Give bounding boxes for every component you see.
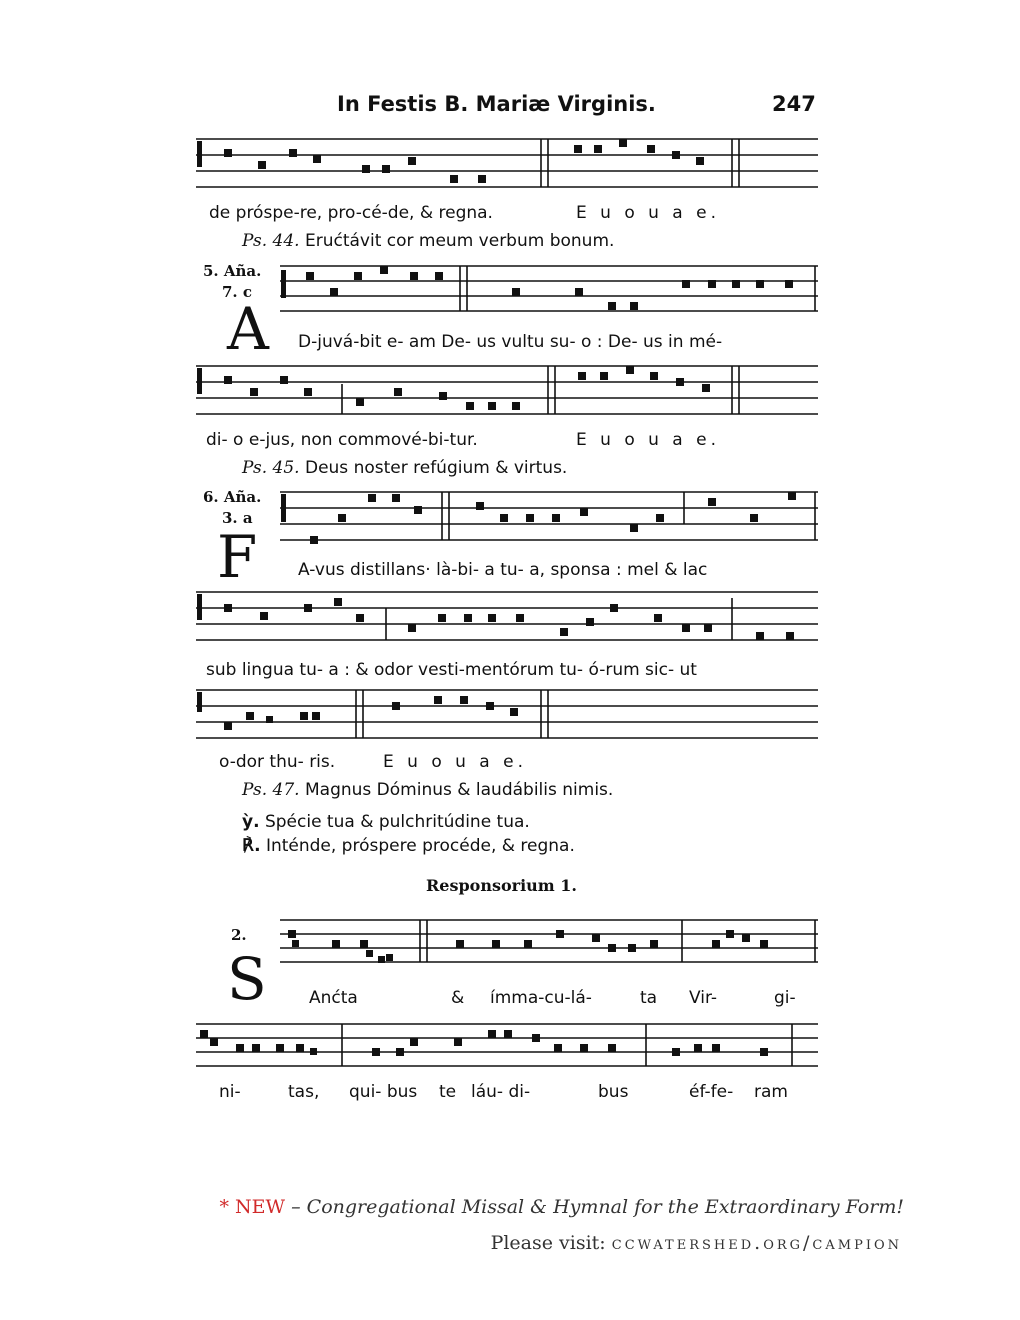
responsory-syllable: ímma-cu-lá- — [490, 988, 592, 1008]
antiphon-6-mode: 3. a — [222, 509, 253, 527]
lyrics-line-5: sub lingua tu- a : & odor vesti-mentórum tu- ó-rum sic- ut — [206, 660, 697, 680]
antiphon-5-label: 5. Aña. — [203, 262, 262, 280]
campion-link[interactable]: ccwatershed.org/campion — [611, 1232, 902, 1254]
euouae-3: E u o u a e. — [576, 430, 720, 450]
responsory-syllable: & — [451, 988, 465, 1008]
visit-label: Please visit: — [490, 1232, 606, 1254]
lyrics-line-6: o-dor thu- ris. — [219, 752, 336, 772]
euouae-1: E u o u a e. — [576, 203, 720, 223]
responsory-syllable: láu- di- — [471, 1082, 531, 1102]
antiphon-6-label: 6. Aña. — [203, 488, 262, 506]
psalm-prefix: Ps. — [242, 780, 268, 800]
psalm-number: 47. — [272, 780, 300, 800]
psalm-prefix: Ps. — [242, 458, 268, 478]
footer-visit — [491, 1232, 902, 1254]
versicle-text: Spécie tua & pulchritúdine tua. — [264, 812, 530, 832]
responsory-title: Responsorium 1. — [426, 876, 577, 895]
responsory-syllable: bus — [598, 1082, 629, 1102]
responsory-syllable: Anćta — [309, 988, 358, 1008]
staff-5 — [196, 588, 818, 650]
psalm-prefix: Ps. — [242, 231, 268, 251]
psalm-number: 44. — [272, 231, 300, 251]
responsory-syllable: qui- bus — [349, 1082, 418, 1102]
psalm-47 — [242, 780, 613, 800]
tagline-text: – Congregational Missal & Hymnal for the Extraordinary Form! — [291, 1196, 904, 1218]
response-symbol: ℟. — [242, 836, 261, 856]
response-text: Inténde, próspere procéde, & regna. — [265, 836, 575, 856]
page-number: 247 — [772, 92, 816, 116]
psalm-44 — [242, 231, 614, 251]
lyrics-line-4: A-vus distillans· là-bi- a tu- a, sponsa : mel & lac — [298, 560, 708, 580]
staff-4 — [280, 488, 818, 550]
page-title: In Festis B. Mariæ Virginis. — [337, 92, 656, 116]
versicle — [242, 812, 530, 832]
lyrics-line-3: di- o e-jus, non commové-bi-tur. — [206, 430, 478, 450]
psalm-text: Magnus Dóminus & laudábilis nimis. — [304, 780, 614, 800]
responsory-syllable: gi- — [774, 988, 796, 1008]
staff-6 — [196, 686, 818, 748]
responsory-syllable: éf-fe- — [689, 1082, 734, 1102]
responsory-syllable: ta — [640, 988, 658, 1008]
new-asterisk: * — [219, 1196, 229, 1218]
response — [242, 836, 575, 856]
psalm-number: 45. — [272, 458, 300, 478]
responsory-syllable: ni- — [219, 1082, 241, 1102]
responsory-syllable: Vir- — [689, 988, 718, 1008]
psalm-45 — [242, 458, 567, 478]
staff-7 — [280, 914, 818, 972]
drop-cap-f: F — [217, 523, 258, 591]
antiphon-5-mode: 7. c — [222, 283, 253, 301]
euouae-6: E u o u a e. — [383, 752, 527, 772]
staff-8 — [196, 1018, 818, 1076]
drop-cap-s: S — [227, 945, 267, 1013]
responsory-number: 2. — [231, 926, 247, 944]
responsory-syllable: tas, — [288, 1082, 320, 1102]
staff-2 — [280, 262, 818, 320]
new-label: NEW — [235, 1196, 286, 1218]
staff-1 — [196, 135, 818, 197]
lyrics-line-2: D-juvá-bit e- am De- us vultu su- o : De- us in mé- — [298, 332, 723, 352]
psalm-text: Deus noster refúgium & virtus. — [304, 458, 568, 478]
responsory-syllable: ram — [754, 1082, 788, 1102]
lyrics-line-1: de próspe-re, pro-cé-de, & regna. — [209, 203, 493, 223]
versicle-symbol: ỳ. — [242, 812, 260, 832]
drop-cap-a: A — [227, 295, 269, 363]
psalm-text: Erućtávit cor meum verbum bonum. — [304, 231, 615, 251]
footer-tagline — [220, 1196, 905, 1218]
staff-3 — [196, 362, 818, 424]
responsory-syllable: te — [439, 1082, 457, 1102]
